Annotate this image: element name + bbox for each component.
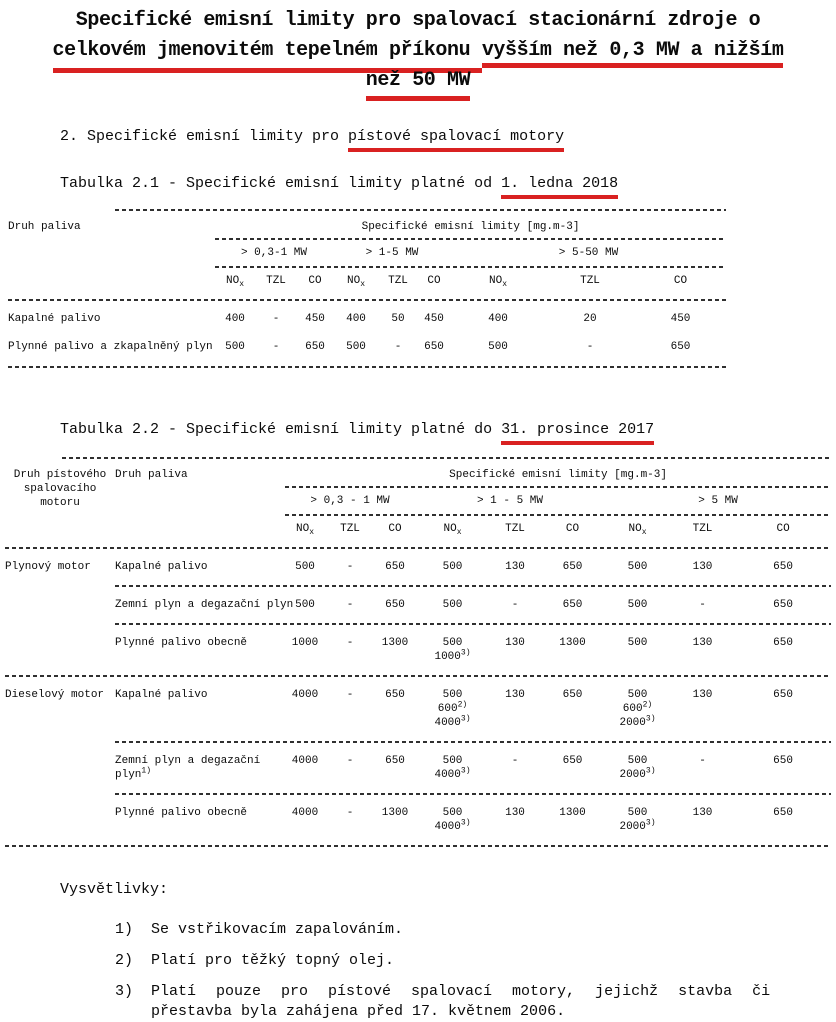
footnote-number: 1) — [115, 921, 134, 939]
power-range-header: > 0,3-1 MW — [240, 247, 307, 259]
footnote-text — [151, 982, 770, 1022]
nox-subscript: x — [239, 280, 244, 290]
table-2-2-caption — [60, 421, 836, 438]
value-cell: 500 — [488, 341, 508, 354]
value-cell: 4000 — [291, 807, 319, 820]
value-cell: 650 — [385, 689, 405, 702]
value-cell: 650 — [424, 341, 444, 354]
column-header-tzl: TZL — [388, 275, 408, 287]
value-cell: 130 — [505, 637, 525, 650]
dashed-rule — [5, 675, 831, 677]
value-cell: 650 — [670, 341, 691, 354]
table-rule — [285, 510, 831, 520]
value-cell: 450 — [424, 313, 444, 326]
column-header-nox: $NO_x$ — [628, 523, 647, 538]
title-underline-segment: celkovém jmenovitém tepelném příkonu — [53, 39, 482, 73]
document-page — [0, 6, 836, 1022]
footnote-number: 3) — [115, 983, 134, 1001]
value-cell: 50 — [391, 313, 405, 326]
value-cell: 650 — [385, 561, 405, 574]
dashed-rule — [215, 238, 726, 240]
value-cell: 650 — [773, 755, 793, 768]
motor-cell: Dieselový motor — [5, 689, 105, 702]
fuel-cell: Kapalné palivo — [115, 689, 208, 702]
table-row — [5, 590, 831, 620]
footnotes-title: Vysvětlivky: — [60, 881, 169, 899]
column-header-co: CO — [776, 523, 790, 536]
value-cell: 400 — [346, 313, 366, 326]
value-cell: 500 — [627, 561, 648, 574]
footnote-ref: 3) — [645, 714, 656, 724]
column-header-nox: $NO_x$ — [346, 275, 365, 290]
footnote-ref: 2) — [457, 700, 468, 710]
nox-subscript: x — [502, 280, 507, 290]
value-cell: 650 — [773, 689, 793, 702]
value-cell: 500 600$^{2)}$ 2000$^{3)}$ — [619, 689, 656, 730]
table-row — [5, 798, 831, 842]
value-cell: - — [272, 341, 280, 354]
column-header-tzl: TZL — [580, 275, 600, 287]
value-cell: 1300 — [559, 807, 586, 820]
title-line-2 — [0, 36, 836, 66]
caption-prefix: Tabulka 2.2 - Specifické emisní limity platné do — [60, 421, 502, 439]
column-header-tzl: TZL — [505, 523, 525, 536]
fuel-cell: Plynné palivo obecně — [115, 637, 248, 650]
value-cell: 650 — [773, 561, 793, 574]
column-header-tzl: TZL — [340, 523, 360, 536]
table-row — [5, 552, 831, 582]
column-header-co: CO — [673, 275, 688, 287]
value-cell: 500 2000$^{3)}$ — [619, 807, 656, 834]
table-row — [5, 746, 831, 790]
value-cell: - — [346, 599, 354, 612]
power-range-header: > 1 - 5 MW — [476, 495, 543, 508]
value-cell: 1300 — [381, 807, 409, 820]
table-rule — [5, 842, 831, 850]
fuel-cell: Kapalné palivo — [8, 313, 101, 326]
fuel-cell: Zemní plyn a degazační plyn$^{1)}$ — [115, 755, 261, 782]
dashed-rule — [115, 623, 831, 625]
value-cell: 4000 — [291, 689, 319, 702]
value-cell: - — [346, 755, 354, 768]
dashed-rule — [115, 209, 726, 211]
column-header-co: CO — [565, 523, 580, 536]
value-cell: - — [346, 561, 354, 574]
nox-subscript: x — [456, 528, 462, 538]
value-cell: - — [511, 755, 519, 768]
column-header-nox: $NO_x$ — [488, 275, 507, 290]
table-rule — [8, 296, 726, 304]
value-cell: - — [394, 341, 402, 354]
title-underline-segment: než 50 MW — [366, 69, 470, 101]
value-cell: 130 — [692, 637, 713, 650]
dashed-rule — [285, 486, 831, 488]
nox-subscript: x — [641, 528, 647, 538]
title-underline-segment: vyšším než 0,3 MW a nižším — [482, 39, 784, 68]
table-rule — [5, 672, 831, 680]
column-header-nox: $NO_x$ — [295, 523, 314, 538]
value-cell: 500 — [346, 341, 366, 354]
dashed-rule — [115, 793, 831, 795]
value-cell: 1300 — [559, 637, 586, 650]
value-cell: 1000 — [291, 637, 319, 650]
footnote-ref: 1) — [141, 766, 152, 776]
value-cell: - — [699, 599, 706, 612]
value-cell: 500 — [442, 599, 463, 612]
value-cell: 650 — [773, 637, 793, 650]
power-range-header: > 1-5 MW — [365, 247, 419, 259]
power-range-header: > 0,3 - 1 MW — [310, 495, 390, 508]
table-rule — [8, 363, 726, 371]
value-cell: 130 — [692, 689, 713, 702]
footnote-ref: 3) — [460, 766, 471, 776]
motor-cell: Plynový motor — [5, 561, 91, 574]
column-header-co: CO — [308, 275, 322, 287]
value-cell: 650 — [773, 807, 793, 820]
footnote-ref: 3) — [645, 818, 656, 828]
value-cell: 500 — [225, 341, 245, 354]
footnote-text: Se vstřikovacím zapalováním. — [151, 921, 404, 939]
table-row — [8, 304, 726, 334]
table-2-1 — [8, 206, 726, 371]
value-cell: 4000 — [291, 755, 319, 768]
footnote-item — [115, 920, 836, 940]
fuel-column-header: Druh paliva — [8, 221, 81, 233]
table-rule — [115, 582, 831, 590]
value-cell: 130 — [505, 807, 525, 820]
fuel-cell: Plynné palivo obecně — [115, 807, 248, 820]
table-rule — [215, 234, 726, 244]
column-header-nox: $NO_x$ — [443, 523, 462, 538]
table-2-2 — [5, 454, 831, 850]
value-cell: 500 — [295, 561, 315, 574]
value-cell: 650 — [562, 755, 583, 768]
section-heading — [60, 128, 836, 145]
column-header-nox: $NO_x$ — [225, 275, 244, 290]
table-rule — [8, 206, 726, 214]
dashed-rule — [62, 457, 831, 459]
table-row — [8, 334, 726, 363]
fuel-cell: Plynné palivo a zkapalněný plyn — [8, 341, 213, 354]
value-cell: - — [586, 341, 594, 354]
footnote-ref: 3) — [645, 766, 656, 776]
value-cell: 650 — [385, 755, 405, 768]
value-cell: - — [346, 689, 354, 702]
value-cell: 130 — [692, 807, 713, 820]
table-2-1-caption — [60, 175, 836, 192]
dashed-rule — [8, 366, 726, 368]
value-cell: 500 600$^{2)}$ 4000$^{3)}$ — [434, 689, 471, 730]
fuel-cell: Zemní plyn a degazační plyn — [115, 599, 294, 612]
value-cell: 500 — [627, 637, 648, 650]
section-heading-underlined: pístové spalovací motory — [348, 128, 564, 152]
value-cell: 650 — [562, 599, 583, 612]
value-cell: 130 — [505, 689, 525, 702]
footnote-ref: 3) — [460, 714, 471, 724]
table-rule — [115, 738, 831, 746]
dashed-rule — [215, 266, 726, 268]
table-row — [5, 680, 831, 738]
column-header-tzl: TZL — [266, 275, 286, 287]
footnote-number: 2) — [115, 952, 134, 970]
section-heading-prefix: 2. Specifické emisní limity pro — [60, 128, 349, 145]
value-cell: 650 — [773, 599, 793, 612]
footnote-item — [115, 951, 836, 971]
footnote-ref: 3) — [460, 818, 471, 828]
value-cell: - — [699, 755, 706, 768]
limits-header: Specifické emisní limity [mg.m-3] — [361, 221, 580, 233]
footnote-ref: 2) — [642, 700, 653, 710]
dashed-rule — [5, 547, 831, 549]
value-cell: 500 1000$^{3)}$ — [434, 637, 471, 664]
table-rule — [215, 262, 726, 272]
column-header-co: CO — [388, 523, 402, 536]
value-cell: 130 — [505, 561, 525, 574]
caption-underlined-date: 31. prosince 2017 — [501, 421, 654, 445]
value-cell: 130 — [692, 561, 713, 574]
footnote-ref: 3) — [460, 648, 471, 658]
document-title — [0, 6, 836, 96]
value-cell: 500 — [627, 599, 648, 612]
nox-subscript: x — [309, 528, 314, 538]
footnotes — [60, 880, 836, 1022]
table-rule — [285, 482, 831, 492]
footnote-item — [115, 982, 836, 1022]
value-cell: 650 — [305, 341, 325, 354]
table-rule — [115, 620, 831, 628]
value-cell: - — [511, 599, 519, 612]
power-range-header: > 5 MW — [698, 495, 738, 508]
value-cell: 20 — [583, 313, 597, 326]
fuel-cell: Kapalné palivo — [115, 561, 208, 574]
power-range-header: > 5-50 MW — [558, 247, 619, 259]
value-cell: 450 — [670, 313, 691, 326]
dashed-rule — [115, 585, 831, 587]
dashed-rule — [5, 845, 831, 847]
table-rule — [115, 790, 831, 798]
value-cell: 500 2000$^{3)}$ — [619, 755, 656, 782]
table-rule — [5, 544, 831, 552]
footnote-text-line: Platí pouze pro pístové spalovací motory, jejichž stavba či — [151, 983, 771, 1001]
column-header-tzl: TZL — [692, 523, 713, 536]
value-cell: 500 4000$^{3)}$ — [434, 755, 471, 782]
dashed-rule — [8, 299, 726, 301]
footnote-text: Platí pro těžký topný olej. — [151, 952, 395, 970]
value-cell: - — [346, 637, 354, 650]
value-cell: - — [272, 313, 280, 326]
table-row — [5, 628, 831, 672]
value-cell: 500 — [295, 599, 315, 612]
value-cell: 1300 — [381, 637, 409, 650]
value-cell: 400 — [488, 313, 508, 326]
value-cell: 500 4000$^{3)}$ — [434, 807, 471, 834]
title-line-1: Specifické emisní limity pro spalovací stacionární zdroje o — [75, 9, 761, 32]
value-cell: - — [346, 807, 354, 820]
column-header-co: CO — [427, 275, 441, 287]
dashed-rule — [115, 741, 831, 743]
value-cell: 650 — [562, 561, 583, 574]
value-cell: 650 — [562, 689, 583, 702]
motor-column-header: Druh pístového spalovacího motoru — [13, 469, 107, 510]
value-cell: 500 — [442, 561, 463, 574]
nox-subscript: x — [360, 280, 365, 290]
value-cell: 650 — [385, 599, 405, 612]
caption-prefix: Tabulka 2.1 - Specifické emisní limity platné od — [60, 175, 502, 192]
table-rule — [5, 454, 831, 462]
footnote-text-line: přestavba byla zahájena před 17. květnem 2006. — [151, 1003, 566, 1021]
caption-underlined-date: 1. ledna 2018 — [501, 175, 618, 199]
value-cell: 400 — [225, 313, 245, 326]
fuel-column-header: Druh paliva — [115, 469, 188, 482]
dashed-rule — [285, 514, 831, 516]
limits-header: Specifické emisní limity [mg.m-3] — [449, 469, 667, 482]
value-cell: 450 — [305, 313, 325, 326]
